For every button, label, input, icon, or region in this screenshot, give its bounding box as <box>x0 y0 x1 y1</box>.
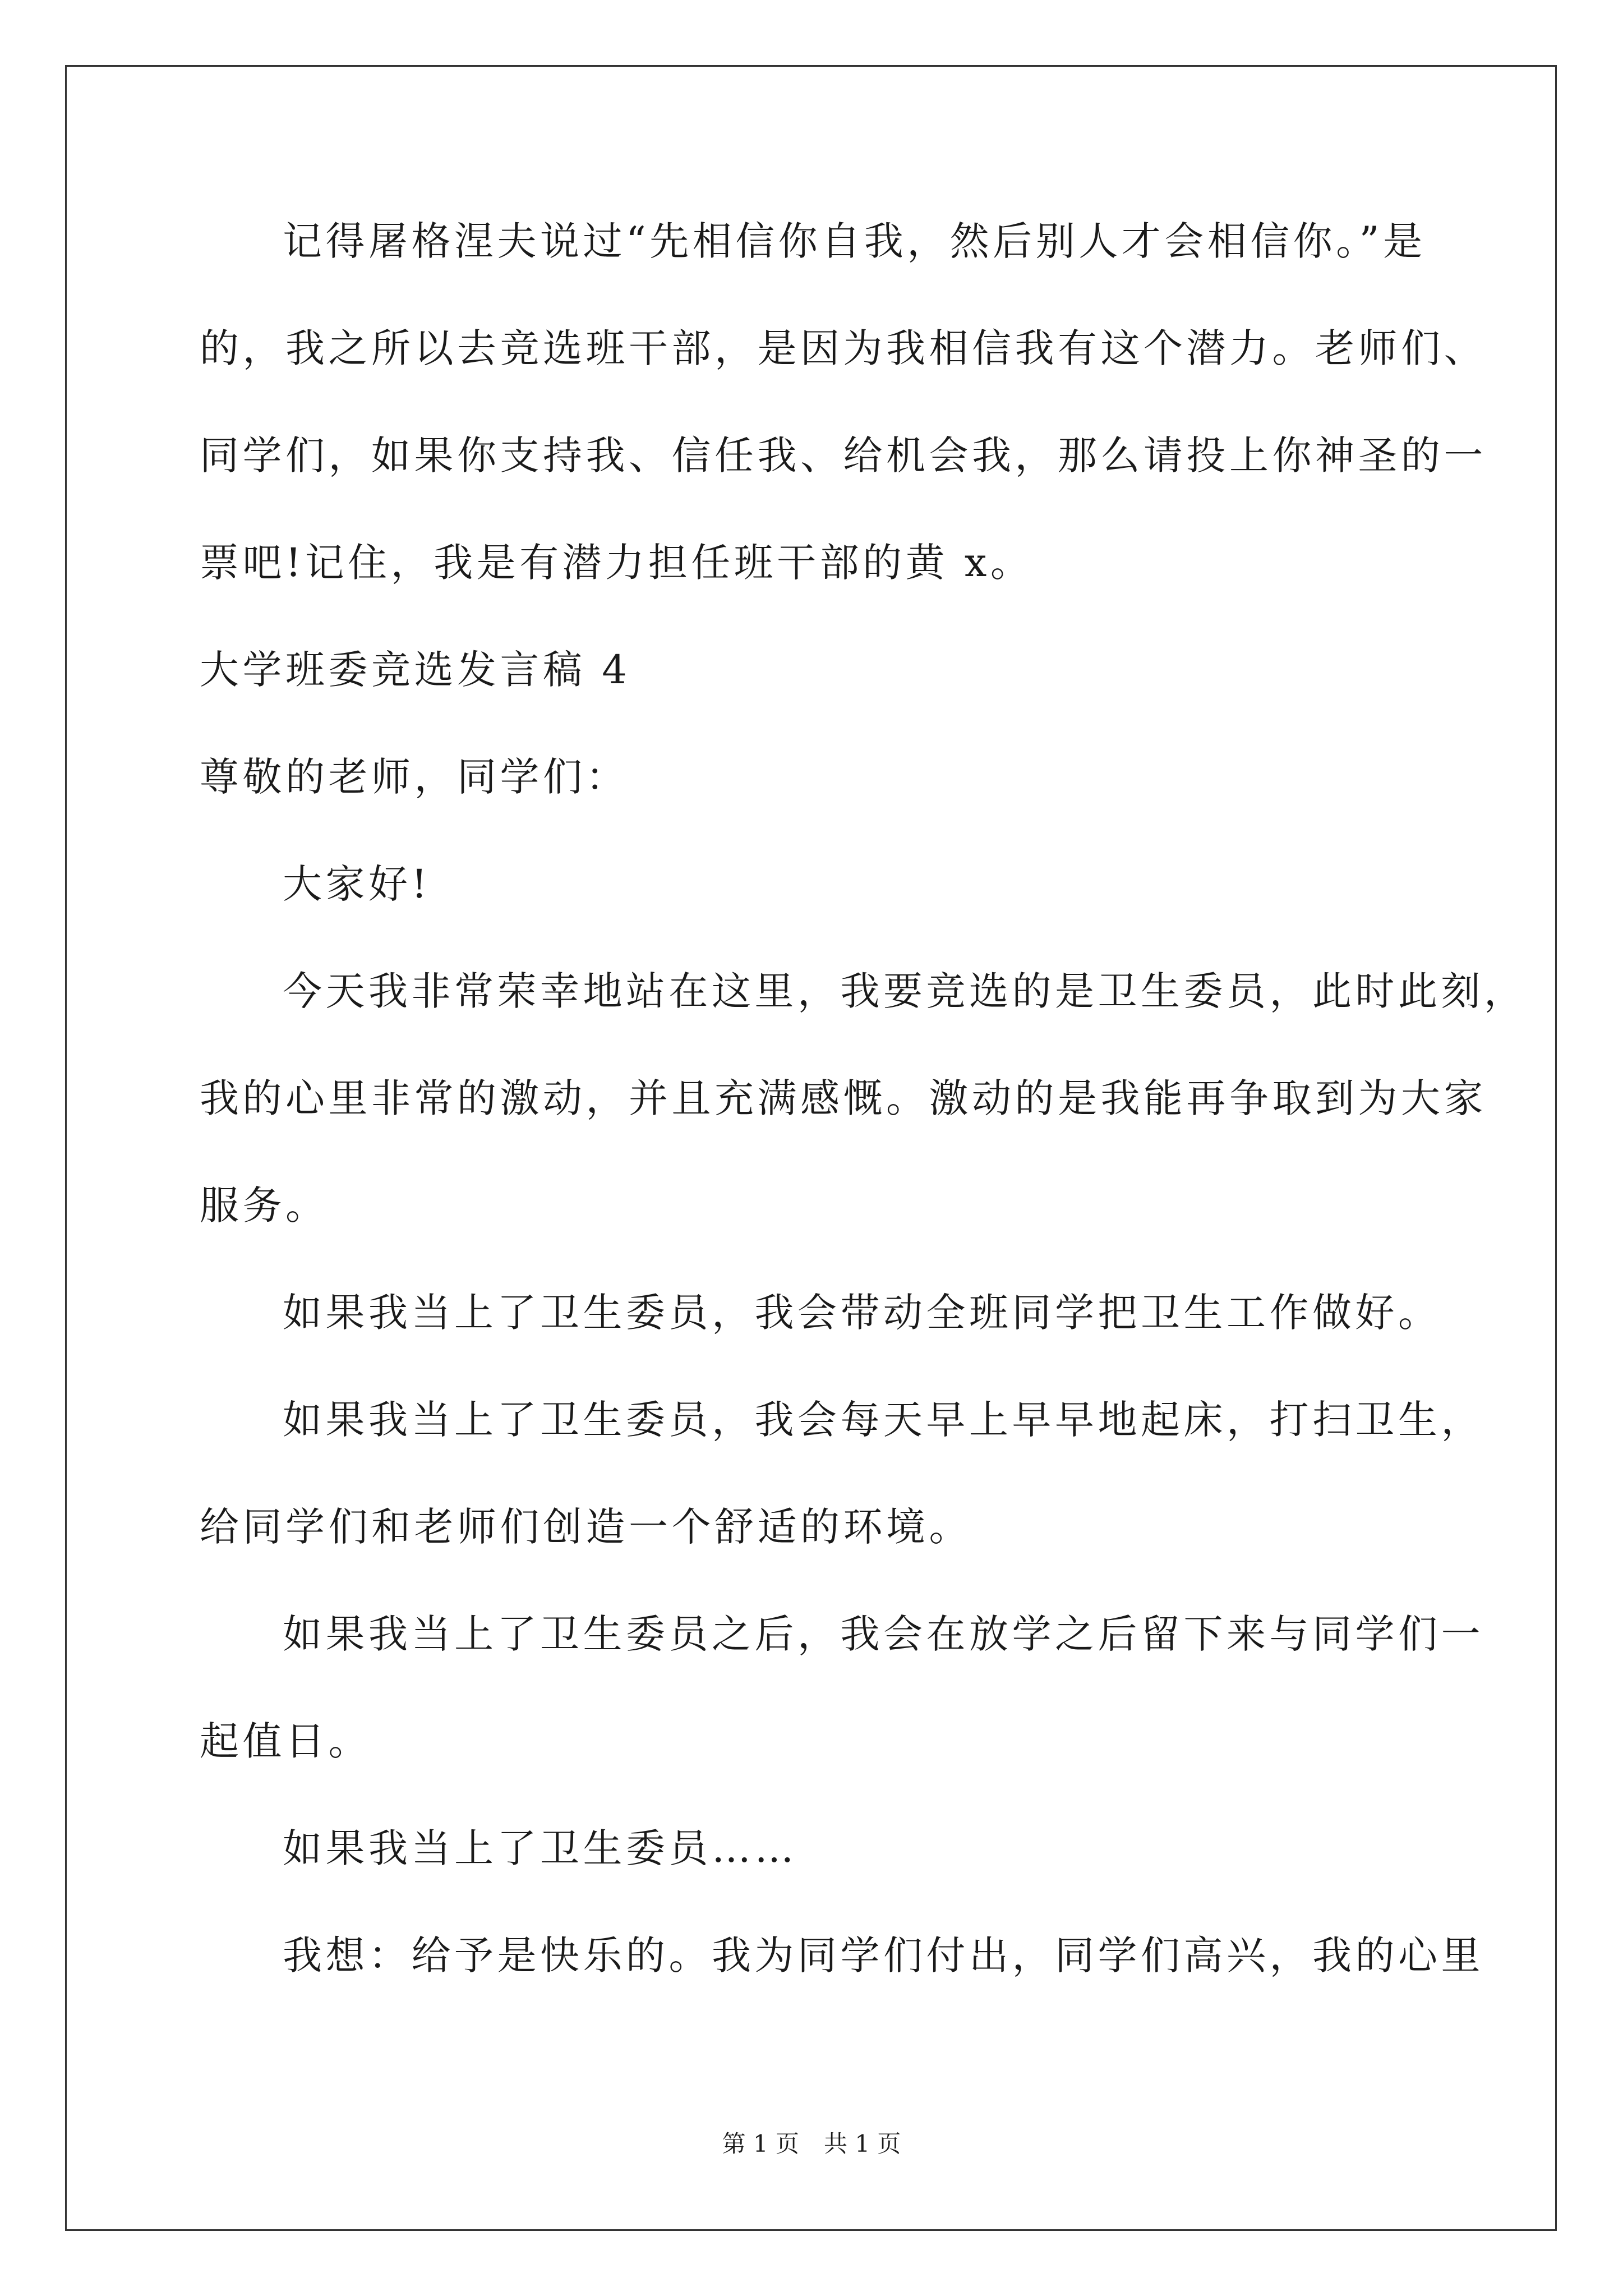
paragraph-line: 我的心里非常的激动，并且充满感慨。激动的是我能再争取到为大家 <box>200 1075 1487 1121</box>
paragraph-line: 如果我当上了卫生委员…… <box>283 1825 797 1871</box>
paragraph-line: 同学们，如果你支持我、信任我、给机会我，那么请投上你神圣的一 <box>200 432 1487 478</box>
paragraph-line: 票吧!记住，我是有潜力担任班干部的黄 x。 <box>200 540 1034 586</box>
paragraph-line: 如果我当上了卫生委员，我会每天早上早早地起床，打扫卫生， <box>283 1397 1484 1443</box>
greeting: 大家好! <box>283 861 431 907</box>
paragraph-line: 我想：给予是快乐的。我为同学们付出，同学们高兴，我的心里 <box>283 1932 1484 1978</box>
paragraph-line: 起值日。 <box>200 1718 371 1764</box>
paragraph-line: 给同学们和老师们创造一个舒适的环境。 <box>200 1504 972 1550</box>
paragraph-line: 的，我之所以去竞选班干部，是因为我相信我有这个潜力。老师们、 <box>200 325 1487 371</box>
paragraph-line: 今天我非常荣幸地站在这里，我要竞选的是卫生委员，此时此刻， <box>283 968 1527 1014</box>
page-border <box>65 65 1557 2231</box>
page-number: 第 1 页 <box>722 2130 799 2157</box>
paragraph-line: 服务。 <box>200 1182 329 1228</box>
section-heading: 大学班委竞选发言稿 4 <box>200 647 631 693</box>
page-footer <box>0 2127 1623 2161</box>
paragraph-line: 记得屠格涅夫说过“先相信你自我，然后别人才会相信你。”是 <box>283 218 1426 264</box>
paragraph-line: 如果我当上了卫生委员，我会带动全班同学把卫生工作做好。 <box>283 1290 1441 1336</box>
page-total: 共 1 页 <box>824 2130 901 2157</box>
salutation: 尊敬的老师，同学们： <box>200 754 629 800</box>
paragraph-line: 如果我当上了卫生委员之后，我会在放学之后留下来与同学们一 <box>283 1611 1484 1657</box>
